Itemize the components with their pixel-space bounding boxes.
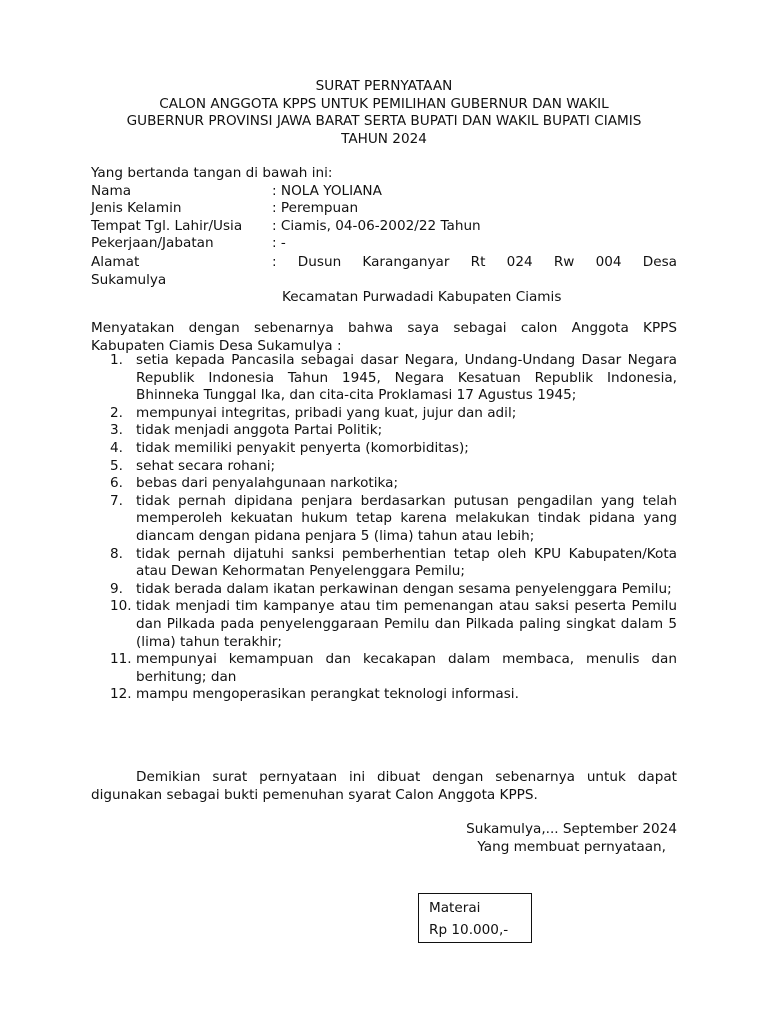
list-number: 2. [110, 404, 123, 421]
list-item [91, 405, 677, 423]
declaration-line: Kabupaten Ciamis Desa Sukamulya : [91, 337, 342, 354]
field-label: Nama [91, 182, 132, 199]
field-value-line2: Kecamatan Purwadadi Kabupaten Ciamis [282, 289, 562, 305]
list-number: 5. [110, 457, 123, 474]
closing-line: Demikian surat pernyataan ini dibuat dengan sebenarnya untuk dapat [136, 769, 677, 785]
field-label: Jenis Kelamin [91, 200, 182, 217]
place-date: Sukamulya,... September 2024 [466, 821, 677, 837]
list-item [91, 493, 677, 546]
declaration-line: Menyatakan dengan sebenarnya bahwa saya sebagai calon Anggota KPPS [91, 320, 677, 336]
list-text: tidak pernah dijatuhi sanksi pemberhentian tetap oleh KPU Kabupaten/Kota atau Dewan Kehormatan Penyelenggara Pemilu; [136, 545, 677, 580]
materai-stamp-box [418, 893, 532, 943]
list-item [91, 422, 677, 440]
field-label: Alamat [91, 254, 140, 270]
identity-block [91, 165, 481, 253]
field-nama [91, 183, 481, 201]
list-item [91, 651, 677, 686]
field-value: : NOLA YOLIANA [272, 182, 382, 199]
field-value: : - [272, 235, 286, 252]
declaration-text [91, 320, 677, 355]
list-text: tidak pernah dipidana penjara berdasarkan putusan pengadilan yang telah memperoleh kekuatan hukum tetap karena melakukan tindak pidana yang diancam dengan pidana penjara 5 (lima) tahun atau lebih; [136, 492, 677, 544]
list-number: 6. [110, 475, 123, 492]
list-number: 3. [110, 422, 123, 439]
list-item [91, 440, 677, 458]
list-number: 10. [110, 598, 132, 615]
field-label: Pekerjaan/Jabatan [91, 235, 214, 252]
list-text: setia kepada Pancasila sebagai dasar Negara, Undang-Undang Dasar Negara Republik Indonesia Tahun 1945, Negara Kesatuan Republik Indonesia, Bhinneka Tunggal Ika, dan cita-cita Proklamasi 17 Agustus 1945; [136, 352, 677, 404]
signature-block [466, 821, 677, 856]
list-text: tidak berada dalam ikatan perkawinan dengan sesama penyelenggara Pemilu; [136, 580, 672, 597]
list-number: 11. [110, 651, 132, 668]
list-item [91, 546, 677, 581]
field-value: : Perempuan [272, 200, 359, 217]
list-item [91, 686, 677, 704]
title-line: SURAT PERNYATAAN [315, 78, 453, 94]
title-line: TAHUN 2024 [341, 130, 427, 147]
field-jenis-kelamin [91, 200, 481, 218]
closing-line: digunakan sebagai bukti pemenuhan syarat Calon Anggota KPPS. [91, 786, 538, 803]
list-text: bebas dari penyalahgunaan narkotika; [136, 475, 399, 492]
list-number: 7. [110, 492, 123, 509]
list-text: tidak memiliki penyakit penyerta (komorbiditas); [136, 439, 469, 456]
list-number: 4. [110, 439, 123, 456]
list-text: tidak menjadi anggota Partai Politik; [136, 422, 383, 439]
title-line: GUBERNUR PROVINSI JAWA BARAT SERTA BUPATI DAN WAKIL BUPATI CIAMIS [126, 113, 642, 130]
list-text: mempunyai integritas, pribadi yang kuat, jujur dan adil; [136, 404, 517, 421]
list-number: 12. [110, 686, 132, 703]
list-item [91, 581, 677, 599]
field-alamat [91, 254, 677, 289]
list-item [91, 458, 677, 476]
title-line: CALON ANGGOTA KPPS UNTUK PEMILIHAN GUBERNUR DAN WAKIL [159, 95, 609, 112]
list-number: 1. [110, 352, 123, 368]
signer-label: Yang membuat pernyataan, [477, 838, 666, 855]
stamp-label: Materai [429, 900, 481, 916]
list-item [91, 598, 677, 651]
list-item [91, 475, 677, 493]
list-item [91, 352, 677, 405]
list-text: mampu mengoperasikan perangkat teknologi informasi. [136, 686, 519, 703]
intro-text: Yang bertanda tangan di bawah ini: [91, 165, 333, 181]
document-title [80, 78, 688, 148]
list-text: sehat secara rohani; [136, 457, 276, 474]
field-tempat-tgl-lahir [91, 218, 481, 236]
field-label: Tempat Tgl. Lahir/Usia [91, 217, 243, 234]
field-value: : Ciamis, 04-06-2002/22 Tahun [272, 217, 481, 234]
list-text: tidak menjadi tim kampanye atau tim pemenangan atau saksi peserta Pemilu dan Pilkada pada penyelenggaraan Pemilu dan Pilkada paling singkat dalam 5 (lima) tahun terakhir; [136, 598, 677, 650]
list-number: 8. [110, 545, 123, 562]
field-value-continued: Sukamulya [91, 271, 167, 288]
field-value: : Dusun Karanganyar Rt 024 Rw 004 Desa [272, 254, 677, 270]
requirements-list [91, 352, 677, 704]
list-text: mempunyai kemampuan dan kecakapan dalam membaca, menulis dan berhitung; dan [136, 651, 677, 685]
closing-paragraph [91, 769, 677, 804]
stamp-amount: Rp 10.000,- [429, 922, 509, 938]
list-number: 9. [110, 580, 123, 597]
field-pekerjaan [91, 235, 481, 253]
